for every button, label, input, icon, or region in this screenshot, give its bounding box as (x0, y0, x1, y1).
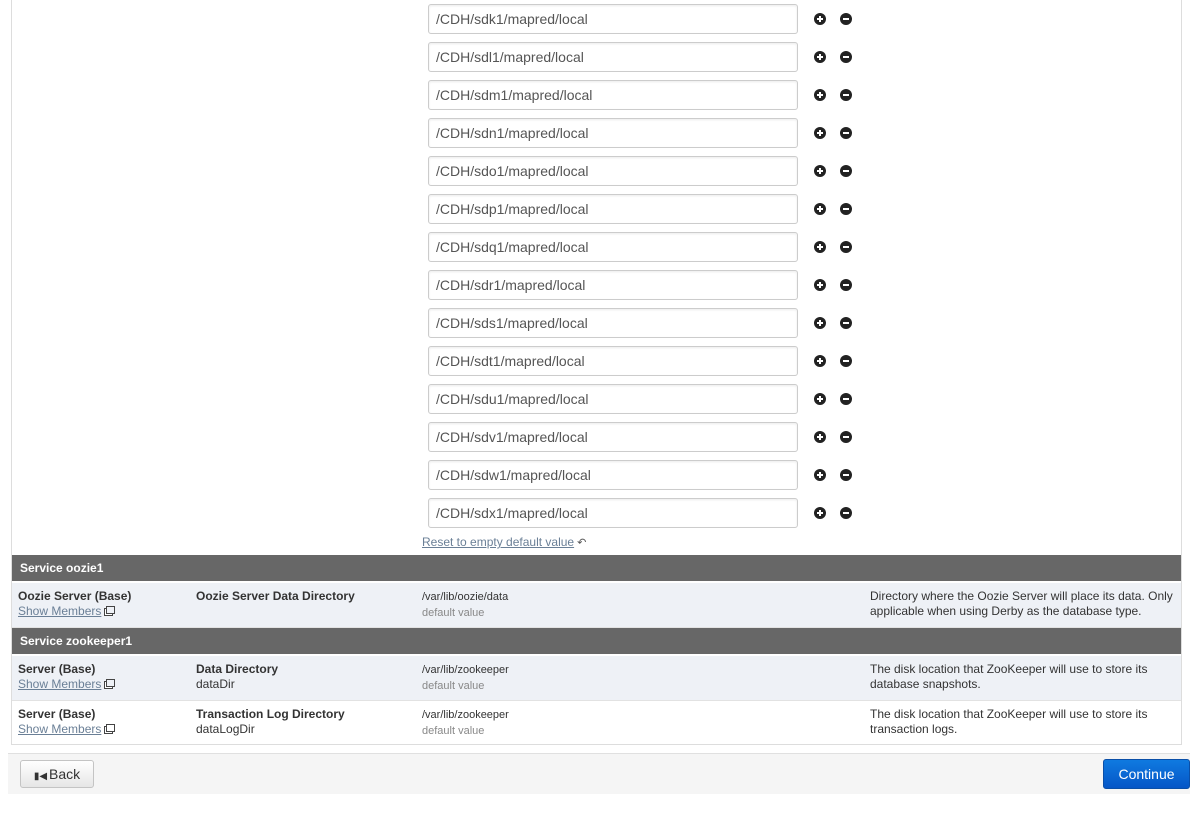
directory-input[interactable] (428, 460, 798, 490)
plus-circle-icon[interactable] (814, 317, 826, 329)
plus-circle-icon[interactable] (814, 279, 826, 291)
minus-circle-icon[interactable] (840, 507, 852, 519)
directory-row (428, 422, 888, 452)
default-value-note: default value (422, 680, 485, 692)
configuration-panel (11, 0, 1182, 745)
directory-input[interactable] (428, 156, 798, 186)
show-members-label: Show Members (18, 677, 102, 691)
plus-circle-icon[interactable] (814, 241, 826, 253)
minus-circle-icon[interactable] (840, 165, 852, 177)
plus-circle-icon[interactable] (814, 165, 826, 177)
undo-icon: ↶ (577, 537, 587, 549)
back-button-label: Back (49, 766, 81, 782)
directory-list (428, 4, 888, 536)
show-members-label: Show Members (18, 722, 102, 736)
config-row-oozie-data-dir (12, 583, 1181, 628)
plus-circle-icon[interactable] (814, 203, 826, 215)
external-window-icon (106, 724, 115, 732)
minus-circle-icon[interactable] (840, 89, 852, 101)
directory-input[interactable] (428, 42, 798, 72)
directory-input[interactable] (428, 498, 798, 528)
config-row-zookeeper-data-dir (12, 656, 1181, 701)
minus-circle-icon[interactable] (840, 279, 852, 291)
parameter-description: The disk location that ZooKeeper will use to store its database snapshots. (870, 662, 1148, 691)
show-members-link[interactable] (18, 604, 115, 618)
default-value-note: default value (422, 725, 485, 737)
directory-input[interactable] (428, 194, 798, 224)
minus-circle-icon[interactable] (840, 317, 852, 329)
reset-default-label: Reset to empty default value (422, 535, 575, 549)
parameter-value[interactable]: /var/lib/zookeeper (422, 664, 509, 676)
minus-circle-icon[interactable] (840, 393, 852, 405)
show-members-link[interactable] (18, 722, 115, 736)
plus-circle-icon[interactable] (814, 51, 826, 63)
directory-row (428, 498, 888, 528)
plus-circle-icon[interactable] (814, 507, 826, 519)
directory-row (428, 42, 888, 72)
role-group-label: Oozie Server (Base) (18, 589, 132, 603)
plus-circle-icon[interactable] (814, 355, 826, 367)
parameter-description: Directory where the Oozie Server will place its data. Only applicable when using Derby as the database type. (870, 589, 1173, 618)
service-header-zookeeper1: Service zookeeper1 (12, 628, 1181, 654)
directory-input[interactable] (428, 422, 798, 452)
directory-row (428, 308, 888, 338)
plus-circle-icon[interactable] (814, 393, 826, 405)
parameter-value[interactable]: /var/lib/oozie/data (422, 591, 509, 603)
show-members-link[interactable] (18, 677, 115, 691)
parameter-description: The disk location that ZooKeeper will use to store its transaction logs. (870, 707, 1148, 736)
minus-circle-icon[interactable] (840, 13, 852, 25)
directory-row (428, 194, 888, 224)
role-group-label: Server (Base) (18, 662, 96, 676)
minus-circle-icon[interactable] (840, 355, 852, 367)
minus-circle-icon[interactable] (840, 431, 852, 443)
wizard-footer (8, 753, 1190, 794)
directory-row (428, 156, 888, 186)
continue-button[interactable] (1103, 759, 1190, 789)
minus-circle-icon[interactable] (840, 241, 852, 253)
directory-row (428, 80, 888, 110)
parameter-name: Transaction Log Directory (196, 707, 345, 721)
directory-row (428, 270, 888, 300)
directory-row (428, 346, 888, 376)
minus-circle-icon[interactable] (840, 127, 852, 139)
minus-circle-icon[interactable] (840, 51, 852, 63)
continue-button-label: Continue (1118, 766, 1175, 782)
directory-row (428, 232, 888, 262)
parameter-value[interactable]: /var/lib/zookeeper (422, 709, 509, 721)
external-window-icon (106, 606, 115, 614)
directory-input[interactable] (428, 270, 798, 300)
minus-circle-icon[interactable] (840, 469, 852, 481)
directory-input[interactable] (428, 346, 798, 376)
service-header-oozie1: Service oozie1 (12, 555, 1181, 581)
parameter-name: Data Directory (196, 662, 279, 676)
directory-row (428, 118, 888, 148)
reset-default-link[interactable] (422, 535, 586, 549)
parameter-name: Oozie Server Data Directory (196, 589, 355, 603)
parameter-key: dataLogDir (196, 722, 255, 736)
directory-row (428, 460, 888, 490)
plus-circle-icon[interactable] (814, 13, 826, 25)
external-window-icon (106, 679, 115, 687)
directory-input[interactable] (428, 384, 798, 414)
directory-input[interactable] (428, 4, 798, 34)
config-row-zookeeper-log-dir (12, 701, 1181, 744)
parameter-key: dataDir (196, 677, 235, 691)
plus-circle-icon[interactable] (814, 431, 826, 443)
role-group-label: Server (Base) (18, 707, 96, 721)
directory-input[interactable] (428, 308, 798, 338)
plus-circle-icon[interactable] (814, 469, 826, 481)
directory-row (428, 384, 888, 414)
back-button[interactable] (20, 760, 94, 788)
directory-row (428, 4, 888, 34)
minus-circle-icon[interactable] (840, 203, 852, 215)
directory-input[interactable] (428, 232, 798, 262)
directory-input[interactable] (428, 118, 798, 148)
show-members-label: Show Members (18, 604, 102, 618)
step-backward-icon: ▮◀ (33, 771, 48, 782)
directory-input[interactable] (428, 80, 798, 110)
default-value-note: default value (422, 607, 485, 619)
plus-circle-icon[interactable] (814, 89, 826, 101)
plus-circle-icon[interactable] (814, 127, 826, 139)
